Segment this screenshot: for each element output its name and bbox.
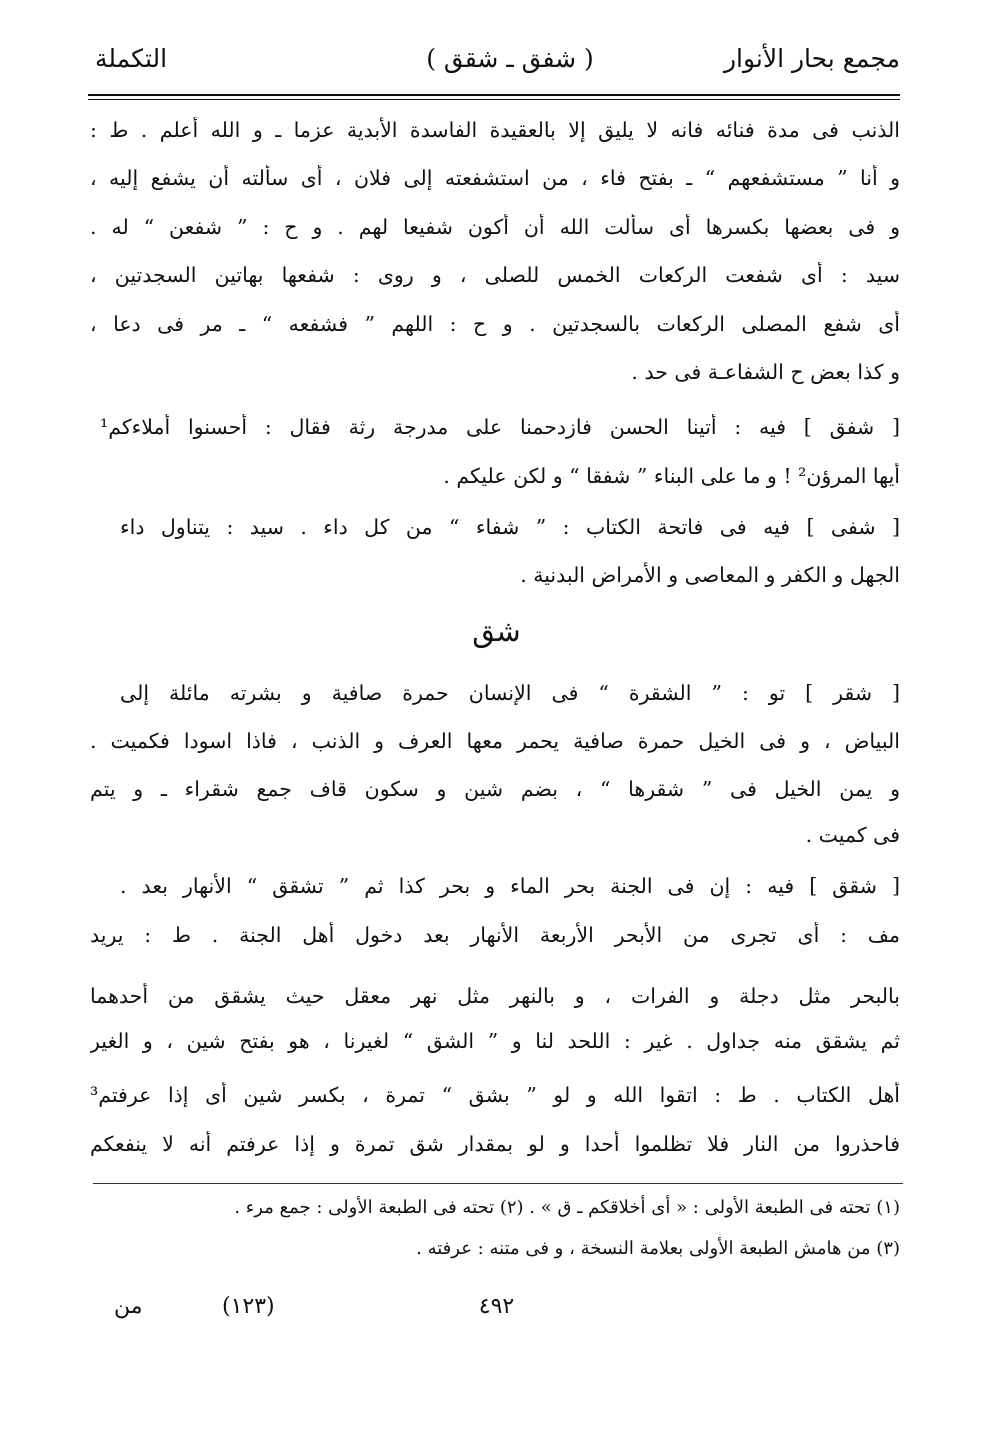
entry-shaqaq-line: مف : أى تجرى من الأبحر الأربعة الأنهار بعد دخول أهل الجنة . ط : يريد [90,923,900,947]
entry-shaqar-line: و يمن الخيل فى ” شقرها “ ، بضم شين و سكون قاف جمع شقراء ـ و يتم [90,777,900,801]
entry-shaqaq-line: ثم يشقق منه جداول . غير : اللحد لنا و ” الشق “ لغيرنا ، هو بفتح شين ، و الغير [90,1029,900,1053]
part-label: التكملة [95,44,168,73]
footnote: (١) تحته فى الطبعة الأولى : « أى أخلاقكم ـ ق » . (٢) تحته فى الطبعة الأولى : جمع مرء . [234,1197,900,1218]
entry-shafaq-line: أيها المرؤن² ! و ما على البناء ” شفقا “ و لكن عليكم . [443,464,900,488]
entry-shaqar-line: البياض ، و فى الخيل حمرة صافية يحمر معها العرف و الذنب ، فاذا اسودا فكميت . [90,729,900,753]
body-line: و كذا بعض ح الشفاعـة فى حد . [631,360,900,384]
catchword: من [114,1294,143,1319]
entry-shaqaq-line: بالبحر مثل دجلة و الفرات ، و بالنهر مثل نهر معقل حيث يشقق من أحدهما [90,984,900,1008]
header-rule-thin [88,99,900,100]
entry-shaqar-line: فى كميت . [805,823,900,847]
body-line: الذنب فى مدة فنائه فانه لا يليق إلا بالعقيدة الفاسدة الأبدية عزما ـ و الله أعلم . ط : [90,118,900,142]
entry-shafa-line: الجهل و الكفر و المعاصى و الأمراض البدنية . [520,563,900,587]
footnote: (٣) من هامش الطبعة الأولى بعلامة النسخة ، و فى متنه : عرفته . [416,1238,900,1259]
body-line: سيد : أى شفعت الركعات الخمس للصلى ، و روى : شفعها بهاتين السجدتين ، [90,263,900,287]
header-rule [88,94,900,96]
entry-shafaq-line: [ شفق ] فيه : أتينا الحسن فازدحمنا على مدرجة رثة فقال : أحسنوا أملاءكم¹ [100,415,900,439]
entry-shaqaq-line: أهل الكتاب . ط : اتقوا الله و لو ” بشق “ تمرة ، بكسر شين أى إذا عرفتم³ [90,1083,900,1107]
body-line: و فى بعضها بكسرها أى سألت الله أن أكون شفيعا لهم . و ح : ” شفعن “ له . [90,215,900,239]
page-number: ٤٩٢ [478,1294,515,1319]
running-header [95,40,900,90]
footnote-rule [93,1183,903,1184]
signature-mark: (١٢٣) [222,1294,275,1319]
book-title: مجمع بحار الأنوار [723,44,900,73]
entry-shaqaq-line: فاحذروا من النار فلا تظلموا أحدا و لو بمقدار شق تمرة و إذا عرفتم أنه لا ينفعكم [90,1132,900,1156]
section-range: ( شفق ـ شقق ) [426,44,594,73]
body-line: أى شفع المصلى الركعات بالسجدتين . و ح : اللهم ” فشفعه “ ـ مر فى دعا ، [90,312,900,336]
body-line: و أنا ” مستشفعهم “ ـ بفتح فاء ، من استشفعته إلى فلان ، أى سألته أن يشفع إليه ، [90,166,900,190]
entry-shaqar-line: [ شقر ] تو : ” الشقرة “ فى الإنسان حمرة صافية و بشرته مائلة إلى [120,681,900,705]
section-title: شق [472,614,521,648]
entry-shafa-line: [ شفى ] فيه فى فاتحة الكتاب : ” شفاء “ من كل داء . سيد : يتناول داء [120,515,900,539]
entry-shaqaq-line: [ شقق ] فيه : إن فى الجنة بحر الماء و بحر كذا ثم ” تشقق “ الأنهار بعد . [120,874,900,898]
